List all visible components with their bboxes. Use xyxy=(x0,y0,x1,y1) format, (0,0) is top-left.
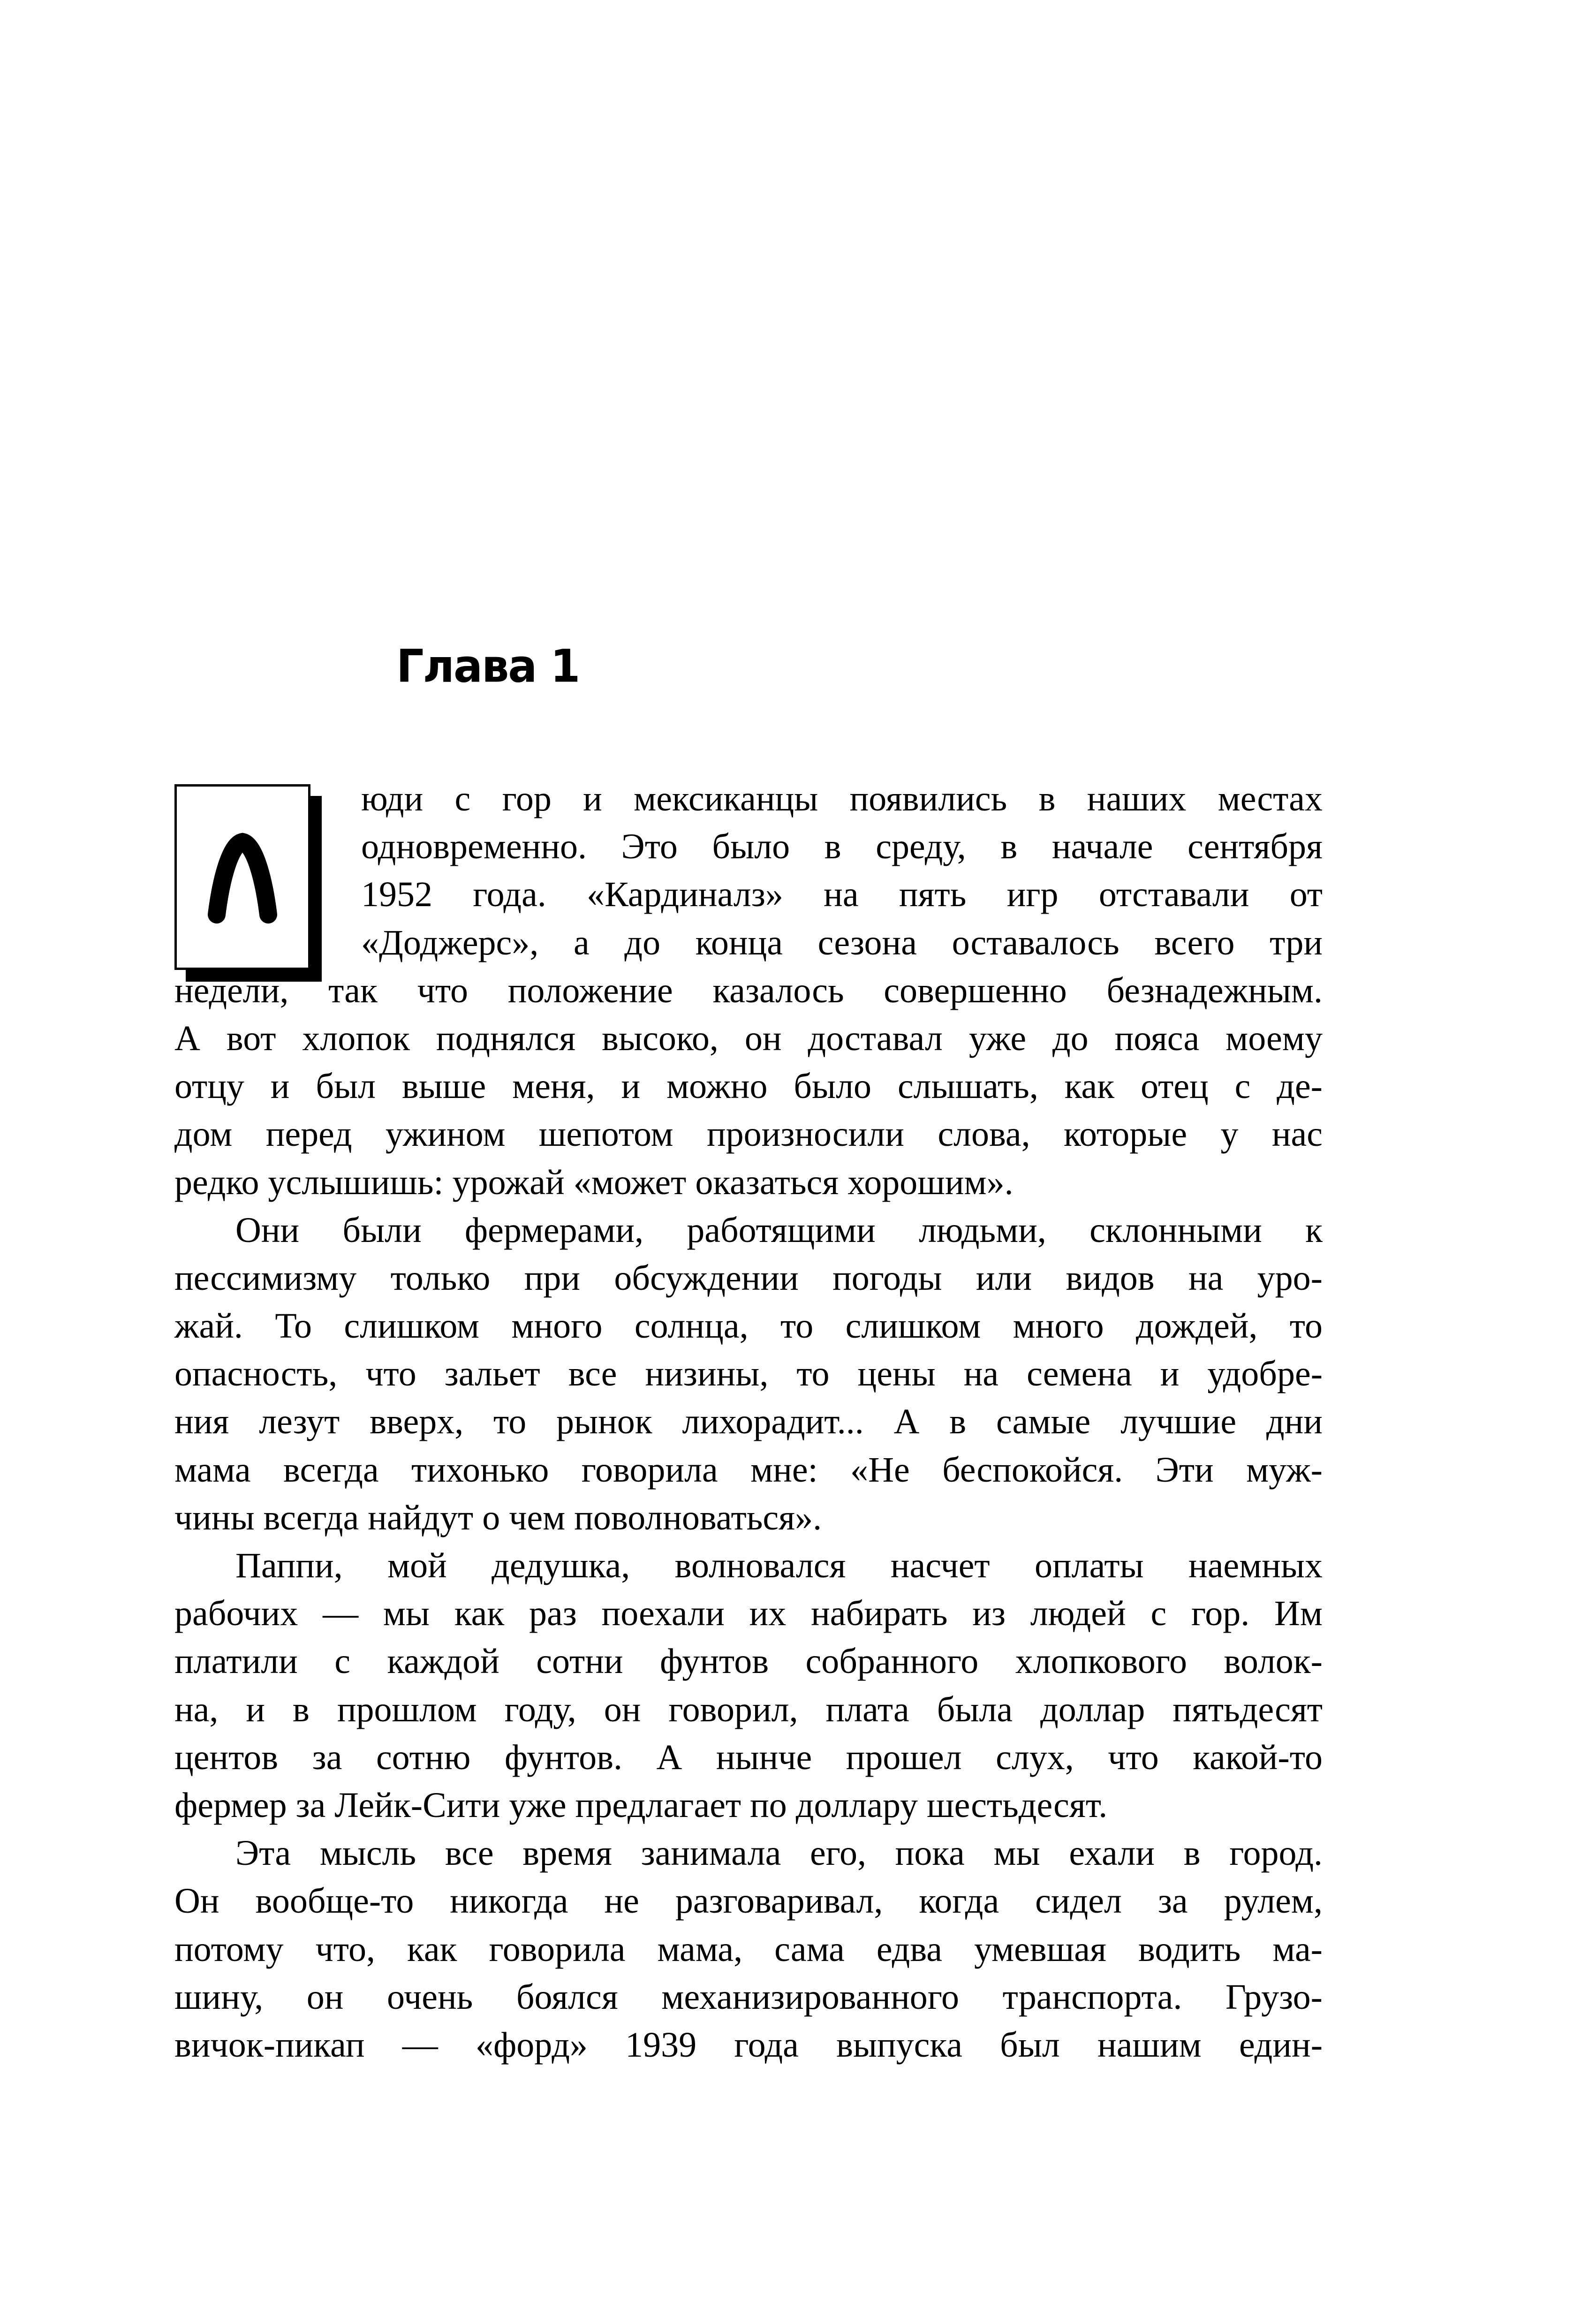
text-line: Эта мысль все время занимала его, пока мы ехали в город. xyxy=(235,1833,1323,1873)
text-line: пессимизму только при обсуждении погоды или видов на уро- xyxy=(174,1258,1323,1298)
text-line: рабочих — мы как раз поехали их набирать из людей с гор. Им xyxy=(174,1594,1323,1634)
text-line: Паппи, мой дедушка, волновался насчет оплаты наемных xyxy=(235,1546,1323,1585)
text-line: Он вообще-то никогда не разговаривал, когда сидел за рулем, xyxy=(174,1881,1323,1921)
text-line: чины всегда найдут о чем поволноваться». xyxy=(174,1498,822,1537)
text-line: А вот хлопок поднялся высоко, он доставал уже до пояса моему xyxy=(174,1018,1323,1058)
text-line: ния лезут вверх, то рынок лихорадит... А в самые лучшие дни xyxy=(174,1402,1323,1442)
text-line: на, и в прошлом году, он говорил, плата была доллар пятьдесят xyxy=(174,1689,1323,1729)
text-line: дом перед ужином шепотом произносили слова, которые у нас xyxy=(174,1114,1323,1154)
text-line: платили с каждой сотни фунтов собранного хлопкового волок- xyxy=(174,1642,1323,1681)
text-line: центов за сотню фунтов. А нынче прошел слух, что какой-то xyxy=(174,1737,1323,1777)
text-line: 1952 года. «Кардиналз» на пять игр отставали от xyxy=(361,875,1323,915)
text-line: вичок-пикап — «форд» 1939 года выпуска был нашим един- xyxy=(174,2025,1323,2065)
text-line: «Доджерс», а до конца сезона оставалось всего три xyxy=(361,923,1323,962)
text-line: редко услышишь: урожай «может оказаться хорошим». xyxy=(174,1162,1014,1202)
text-line: потому что, как говорила мама, сама едва умевшая водить ма- xyxy=(174,1929,1323,1969)
text-line: мама всегда тихонько говорила мне: «Не беспокойся. Эти муж- xyxy=(174,1450,1323,1490)
text-line: опасность, что зальет все низины, то цены на семена и удобре- xyxy=(174,1354,1323,1394)
text-line: фермер за Лейк-Сити уже предлагает по доллару шестьдесят. xyxy=(174,1785,1108,1825)
text-line: шину, он очень боялся механизированного транспорта. Грузо- xyxy=(174,1977,1323,2017)
chapter-title: Глава 1 xyxy=(396,640,580,693)
text-line: Они были фермерами, работящими людьми, склонными к xyxy=(235,1210,1323,1250)
text-line: одновременно. Это было в среду, в начале сентября xyxy=(361,827,1323,867)
text-line: недели, так что положение казалось совершенно безнадежным. xyxy=(174,970,1323,1010)
body-text xyxy=(174,775,1323,2069)
text-line: юди с гор и мексиканцы появились в наших местах xyxy=(361,779,1323,818)
text-line: жай. То слишком много солнца, то слишком много дождей, то xyxy=(174,1306,1323,1346)
text-line: отцу и был выше меня, и можно было слышать, как отец с де- xyxy=(174,1067,1323,1106)
